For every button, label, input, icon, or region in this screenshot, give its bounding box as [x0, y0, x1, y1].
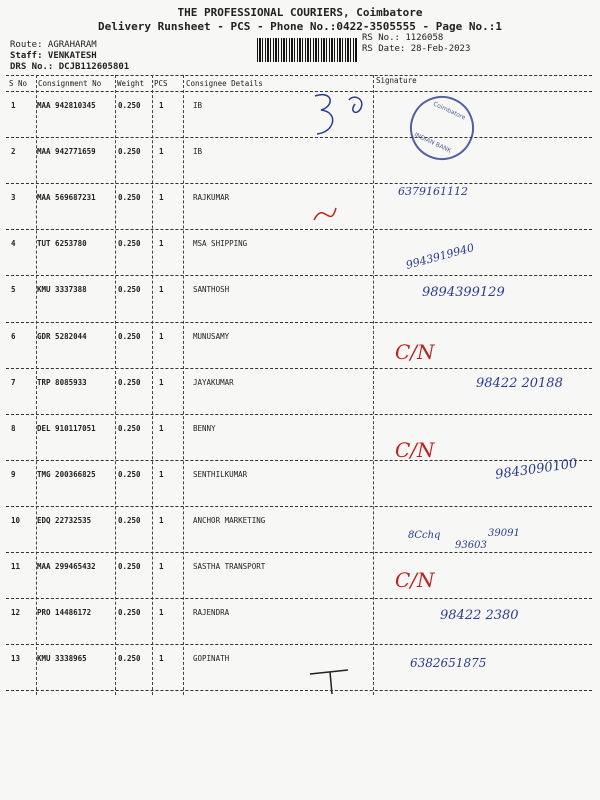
- row-consignment-no: GDR 5282044: [37, 331, 87, 341]
- col-header-pcs: PCS: [154, 79, 168, 88]
- row-weight: 0.250: [118, 654, 141, 664]
- handwritten-mark: [310, 200, 340, 230]
- row-pcs: 1: [159, 469, 164, 479]
- row-divider: [6, 368, 592, 369]
- route-label: Route: AGRAHARAM: [10, 40, 97, 50]
- row-divider: [6, 690, 592, 691]
- handwritten-phone: 6379161112: [398, 185, 468, 198]
- row-consignment-no: PRO 14486172: [37, 608, 92, 618]
- row-pcs: 1: [159, 239, 164, 249]
- row-weight: 0.250: [118, 423, 141, 433]
- handwritten-phone: 9843090100: [494, 456, 579, 483]
- row-consignee: MSA SHIPPING: [193, 239, 248, 249]
- row-sno: 12: [11, 608, 21, 618]
- row-consignment-no: TUT 6253780: [37, 239, 87, 249]
- col-divider: [115, 75, 116, 695]
- row-consignment-no: TMG 200366825: [37, 469, 96, 479]
- row-consignment-no: EDQ 22732535: [37, 515, 92, 525]
- runsheet-title: THE PROFESSIONAL COURIERS, Coimbatore: [177, 6, 423, 19]
- row-weight: 0.250: [118, 377, 141, 387]
- handwritten-note: 93603: [455, 540, 487, 551]
- row-sno: 7: [11, 377, 16, 387]
- row-pcs: 1: [159, 562, 164, 571]
- row-sno: 1: [11, 101, 16, 110]
- row-weight: 0.250: [118, 331, 141, 341]
- row-weight: 0.250: [118, 147, 141, 157]
- row-sno: 6: [11, 331, 16, 341]
- col-divider: [152, 75, 153, 695]
- row-consignee: SASTHA TRANSPORT: [193, 562, 266, 571]
- row-divider: [6, 229, 592, 230]
- row-consignee: SENTHILKUMAR: [193, 469, 248, 479]
- row-sno: 11: [11, 562, 21, 571]
- row-divider: [6, 275, 592, 276]
- row-sno: 9: [11, 469, 16, 479]
- handwritten-cn: C/N: [395, 340, 435, 364]
- row-consignee: JAYAKUMAR: [193, 377, 234, 387]
- row-pcs: 1: [159, 101, 164, 110]
- handwritten-phone: 9894399129: [422, 285, 505, 300]
- col-header-consignment: Consignment No: [38, 79, 102, 88]
- row-sno: 13: [11, 654, 21, 664]
- row-pcs: 1: [159, 331, 164, 341]
- handwritten-phone: 9943919940: [404, 241, 476, 272]
- row-divider: [6, 460, 592, 461]
- row-consignee: RAJKUMAR: [193, 193, 230, 203]
- col-header-sno: S No: [9, 79, 28, 88]
- row-consignment-no: KMU 3338965: [37, 654, 87, 664]
- row-weight: 0.250: [118, 515, 141, 525]
- handwritten-note: 39091: [488, 528, 520, 539]
- row-divider: [6, 414, 592, 415]
- row-divider: [6, 598, 592, 599]
- row-consignment-no: MAA 942810345: [37, 101, 96, 110]
- row-consignee: ANCHOR MARKETING: [193, 515, 266, 525]
- stamp-text: Coimbatore: [432, 100, 467, 122]
- handwritten-phone: 6382651875: [410, 656, 487, 670]
- row-weight: 0.250: [118, 101, 141, 110]
- row-sno: 4: [11, 239, 16, 249]
- handwritten-phone: 98422 2380: [440, 608, 519, 623]
- row-consignment-no: DEL 910117051: [37, 423, 96, 433]
- rs-date: RS Date: 28-Feb-2023: [362, 44, 471, 54]
- row-pcs: 1: [159, 423, 164, 433]
- row-consignee: SANTHOSH: [193, 285, 230, 295]
- row-sno: 8: [11, 423, 16, 433]
- row-pcs: 1: [159, 147, 164, 157]
- row-weight: 0.250: [118, 193, 141, 203]
- row-sno: 2: [11, 147, 16, 157]
- handwritten-signature: [300, 660, 360, 700]
- bank-stamp: [399, 85, 484, 170]
- handwritten-phone: 98422 20188: [476, 376, 563, 391]
- row-pcs: 1: [159, 377, 164, 387]
- row-consignment-no: MAA 569687231: [37, 193, 96, 203]
- table-top-border: [6, 75, 592, 76]
- row-pcs: 1: [159, 193, 164, 203]
- row-consignee: RAJENDRA: [193, 608, 230, 618]
- row-consignee: BENNY: [193, 423, 216, 433]
- row-consignment-no: MAA 942771659: [37, 147, 96, 157]
- rs-number: RS No.: 1126058: [362, 33, 444, 43]
- row-weight: 0.250: [118, 469, 141, 479]
- row-pcs: 1: [159, 515, 164, 525]
- drs-number: DRS No.: DCJB112605801: [10, 62, 130, 72]
- row-weight: 0.250: [118, 562, 141, 571]
- row-consignment-no: MAA 299465432: [37, 562, 96, 571]
- row-consignee: GOPINATH: [193, 654, 230, 664]
- row-pcs: 1: [159, 654, 164, 664]
- row-consignment-no: KMU 3337388: [37, 285, 87, 295]
- row-pcs: 1: [159, 285, 164, 295]
- handwritten-cn: C/N: [395, 438, 435, 462]
- table-header-border: [6, 91, 592, 92]
- handwritten-note: 8Cchq: [408, 530, 441, 541]
- handwritten-cn: C/N: [395, 568, 435, 592]
- row-consignment-no: TRP 8085933: [37, 377, 87, 387]
- row-divider: [6, 644, 592, 645]
- col-header-consignee: Consignee Details: [186, 79, 263, 88]
- row-weight: 0.250: [118, 285, 141, 295]
- runsheet-subtitle: Delivery Runsheet - PCS - Phone No.:0422-3505555 - Page No.:1: [98, 20, 502, 33]
- row-divider: [6, 552, 592, 553]
- row-consignee: IB: [193, 147, 203, 157]
- row-divider: [6, 183, 592, 184]
- col-header-signature: Signature: [376, 76, 417, 85]
- col-divider: [183, 75, 184, 695]
- col-header-weight: Weight: [117, 79, 145, 88]
- handwritten-mark: [305, 88, 385, 148]
- row-consignee: IB: [193, 101, 203, 110]
- row-divider: [6, 506, 592, 507]
- staff-label: Staff: VENKATESH: [10, 51, 97, 61]
- stamp-text: INDIAN BANK: [413, 131, 453, 155]
- row-sno: 10: [11, 515, 21, 525]
- barcode: [257, 38, 357, 62]
- row-sno: 5: [11, 285, 16, 295]
- row-consignee: MUNUSAMY: [193, 331, 230, 341]
- row-weight: 0.250: [118, 608, 141, 618]
- row-weight: 0.250: [118, 239, 141, 249]
- row-pcs: 1: [159, 608, 164, 618]
- row-divider: [6, 137, 592, 138]
- col-divider: [373, 75, 374, 695]
- row-sno: 3: [11, 193, 16, 203]
- row-divider: [6, 322, 592, 323]
